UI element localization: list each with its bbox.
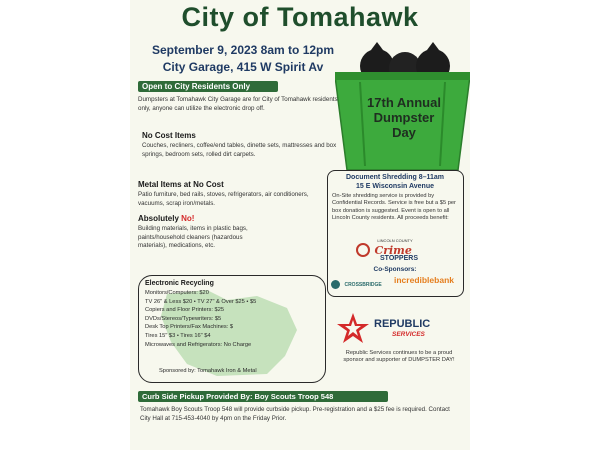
- no-cost-heading: No Cost Items: [142, 131, 196, 140]
- shredding-text: On-Site shredding service is provided by Confidential Records. Service is free but a $5 per box donation is suggested. Event is open to all Lincoln County residents. All proceeds benefit:: [332, 193, 456, 221]
- electronic-recycling-box: [138, 275, 326, 383]
- intro-text: Dumpsters at Tomahawk City Garage are for City of Tomahawk residents only, anyone can utilize the electronic drop off.: [138, 96, 338, 112]
- crime-stoppers-word: STOPPERS: [380, 255, 418, 262]
- flyer-title: City of Tomahawk: [181, 2, 419, 32]
- absolutely-no-heading: Absolutely No!: [138, 214, 195, 223]
- republic-text: Republic Services continues to be a proud sponsor and supporter of DUMPSTER DAY!: [343, 350, 455, 364]
- electronic-item: Monitors/Computers: $20: [145, 290, 209, 296]
- electronic-list: [145, 289, 325, 349]
- electronic-item: DVDs/Stereos/Typewriters: $5: [145, 315, 222, 322]
- electronic-item: Tires 15" $3 • Tires 16" $4: [145, 332, 211, 339]
- curbside-text: Tomahawk Boy Scouts Troop 548 will provide curbside pickup. Pre-registration and a $25 fee is required. Contact City Hall at 715-453-4040 by 4pm on the Friday Prior.: [140, 406, 450, 422]
- electronic-heading: Electronic Recycling: [145, 280, 214, 287]
- republic-star-icon: [336, 312, 370, 346]
- event-location: City Garage, 415 W Spirit Av: [162, 60, 324, 74]
- residents-only-bar: Open to City Residents Only: [138, 81, 278, 92]
- electronic-item: Microwaves and Refrigerators: No Charge: [145, 341, 252, 348]
- event-name: 17th Annual Dumpster Day: [367, 95, 441, 140]
- metal-text: Patio furniture, bed rails, stoves, refrigerators, air conditioners, vacuums, scrap iron/metals.: [138, 191, 309, 207]
- no-emphasis: No!: [181, 214, 195, 223]
- incredible-bank-logo: incrediblebank: [394, 275, 454, 285]
- event-date: September 9, 2023 8am to 12pm: [151, 43, 335, 57]
- electronic-item: Copiers and Floor Printers: $25: [145, 307, 225, 314]
- crossbridge-icon: [331, 280, 340, 289]
- metal-heading: Metal Items at No Cost: [138, 180, 224, 189]
- republic-name: REPUBLIC: [374, 318, 431, 330]
- electronic-item: Desk Top Printers/Fax Machines: $: [145, 324, 234, 331]
- absolutely-no-text: Building materials, items in plastic bags, paints/household cleaners (hazardous materials), medications, etc.: [138, 225, 248, 249]
- no-cost-text: Couches, recliners, coffee/end tables, dinette sets, mattresses and box springs, bedroom sets, rolled dirt carpets.: [142, 142, 337, 158]
- crossbridge-logo: CROSSBRIDGE: [331, 276, 382, 294]
- shredding-title: Document Shredding 8–11am: [345, 174, 445, 181]
- republic-services: SERVICES: [392, 331, 425, 338]
- magnifier-icon: [356, 243, 370, 257]
- crime-stoppers-county: LINCOLN COUNTY: [377, 238, 413, 243]
- cosponsors-label: Co-Sponsors:: [373, 266, 417, 273]
- flyer: [130, 0, 470, 450]
- shredding-box: [327, 170, 464, 297]
- curbside-bar: Curb Side Pickup Provided By: Boy Scouts Troop 548: [138, 391, 388, 402]
- shredding-address: 15 E Wisconsin Avenue: [356, 183, 434, 190]
- crime-stoppers-logo: Crime: [356, 241, 412, 259]
- electronic-sponsor: Sponsored by: Tomahawk Iron & Metal: [159, 368, 257, 374]
- electronic-item: TV 26" & Less $20 • TV 27" & Over $25 • $5: [145, 298, 257, 305]
